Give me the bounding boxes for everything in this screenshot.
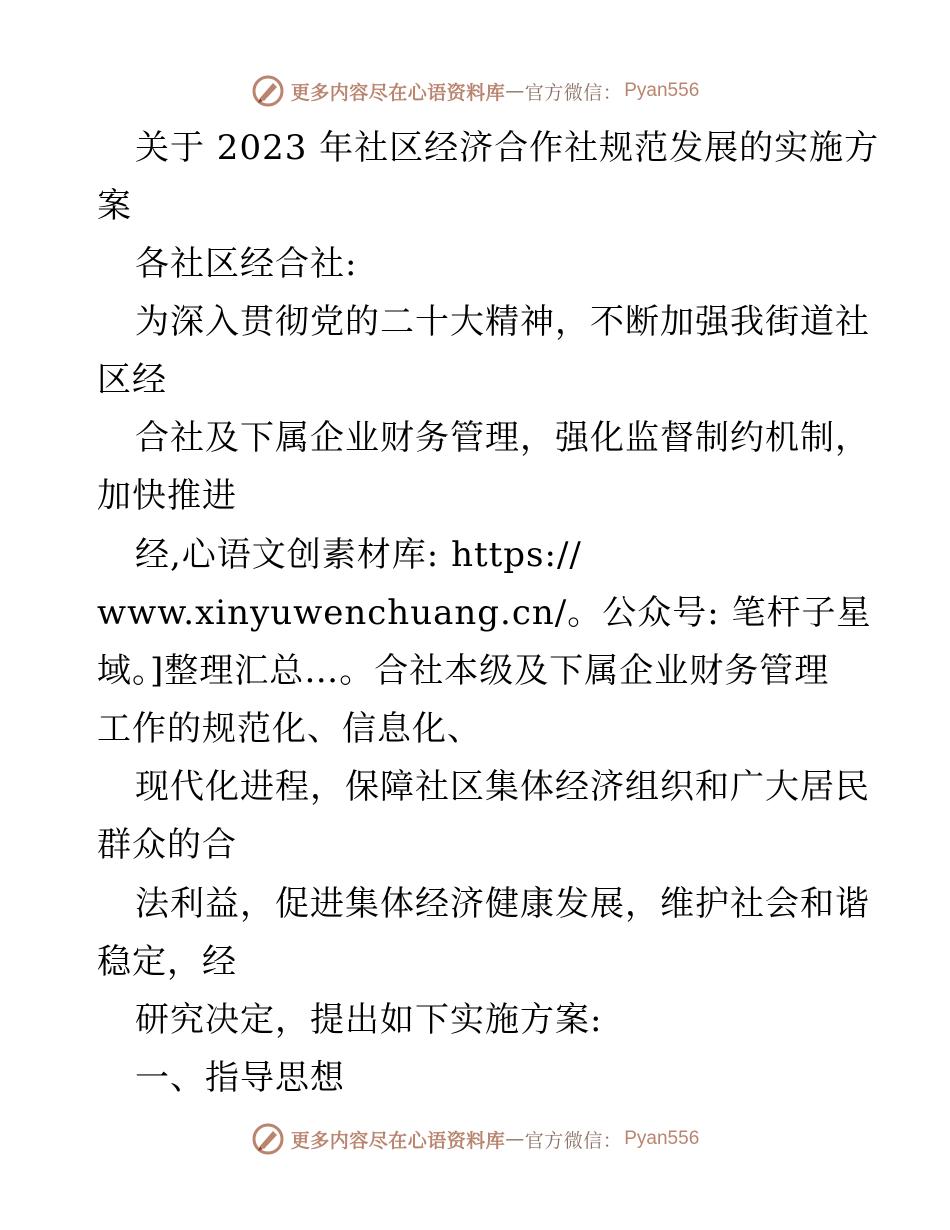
doc-text-line: 区经 bbox=[97, 360, 167, 400]
doc-salutation: 各社区经合社: bbox=[135, 244, 358, 284]
doc-text-line: 加快推进 bbox=[97, 476, 237, 516]
doc-text-line: 稳定，经 bbox=[97, 942, 237, 982]
doc-text-line: 法利益，促进集体经济健康发展，维护社会和谐 bbox=[135, 884, 870, 924]
doc-text-line: 群众的合 bbox=[97, 825, 237, 865]
doc-text-line: 为深入贯彻党的二十大精神，不断加强我街道社 bbox=[135, 302, 870, 342]
watermark-main-text: 更多内容尽在心语资料库 bbox=[290, 81, 506, 104]
watermark-wechat-id: Pyan556 bbox=[624, 80, 700, 101]
pen-logo-icon bbox=[251, 1122, 285, 1156]
doc-text-line: 现代化进程，保障社区集体经济组织和广大居民 bbox=[135, 767, 870, 807]
watermark-wechat-id: Pyan556 bbox=[624, 1128, 700, 1149]
doc-text-line: www.xinyuwenchuang.cn/。公众号: 笔杆子星 bbox=[97, 593, 872, 633]
watermark-main-text: 更多内容尽在心语资料库 bbox=[290, 1129, 506, 1152]
doc-text-line: 经,心语文创素材库: https:// bbox=[135, 535, 582, 575]
doc-title-line-2: 案 bbox=[97, 186, 132, 226]
doc-title-line-1: 关于 2023 年社区经济合作社规范发展的实施方 bbox=[135, 128, 880, 168]
doc-section-heading: 一、指导思想 bbox=[135, 1058, 345, 1098]
watermark-separator: — bbox=[505, 80, 525, 102]
watermark-footer bbox=[0, 1119, 950, 1159]
doc-text-line: 合社及下属企业财务管理，强化监督制约机制， bbox=[135, 418, 870, 458]
watermark-sub-text: 官方微信： bbox=[524, 81, 623, 104]
doc-text-line: 工作的规范化、信息化、 bbox=[97, 709, 482, 749]
doc-text-line: 域。]整理汇总…。合社本级及下属企业财务管理 bbox=[97, 651, 830, 691]
watermark-separator: — bbox=[505, 1128, 525, 1150]
watermark-sub-text: 官方微信： bbox=[524, 1129, 623, 1152]
doc-text-line: 研究决定，提出如下实施方案: bbox=[135, 1000, 603, 1040]
